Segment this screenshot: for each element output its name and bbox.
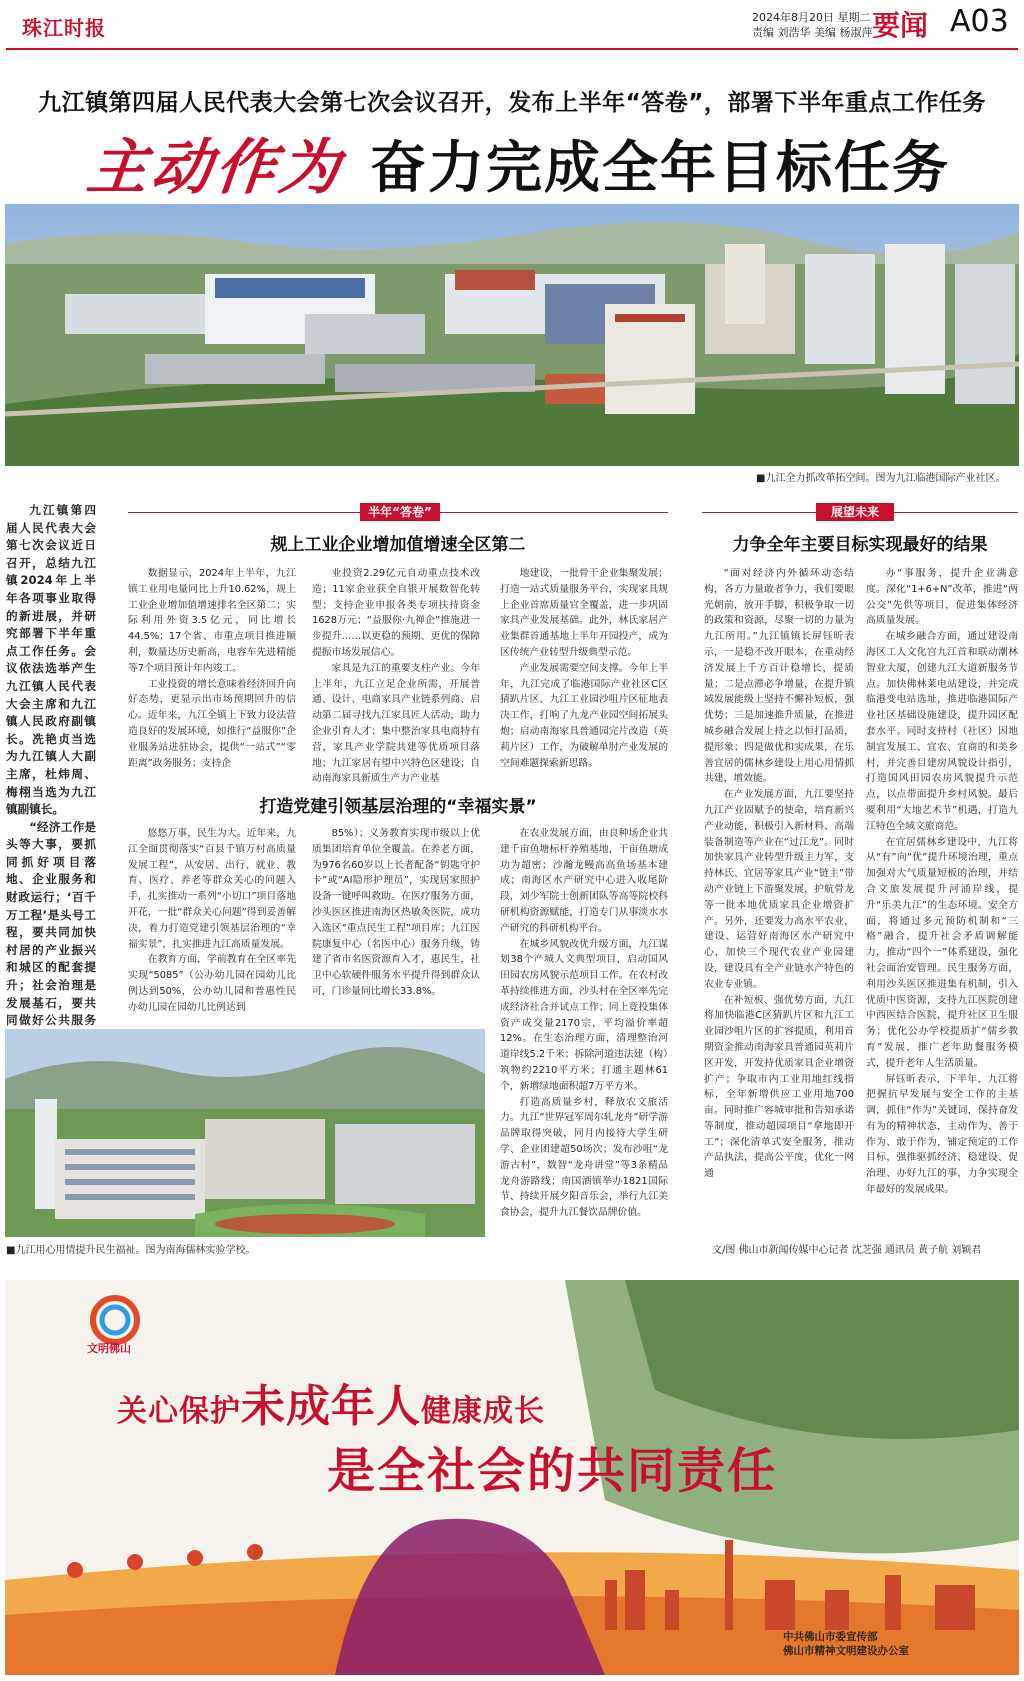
- text-column: [704, 566, 854, 1226]
- paragraph: “面对经济内外循环动态结构，各方力量敢者争力，我们要眼光朝前，放开手脚，积极争取一切的政策和资源，尽聚一切的力量为九江所用。”九江镇镇长屏钰昕表示，一是稳不改开眼本，在重动经济发展上千方百计稳增长，提质量；二是点滞必争增量，在提升镇域发展能级上坚持不懈补短板，强优势；三是加速推升质量，在推进城乡融合发展上持之以恒打品质，提形象；四是做优和实成果，在乐善宜居的儒林乡建设上用心用情抓共建，增效能。: [704, 568, 854, 785]
- paragraph: 产业发展需要空间支撑。今年上半年，九江完成了临港国际产业社区C区猜趴片区、九江工业园沙咀片区征地表决工作，打响了九龙产业园空间拓展头炮；启动南海家具普通园完片改造（英莉片区）工作，为破解单肘产业发展的空间难题探索新思路。: [500, 662, 668, 769]
- ad-title-part: 未成年人: [241, 1381, 421, 1432]
- school-caption: ■九江用心用情提升民生福祉。图为南海儒林实验学校。: [6, 1245, 256, 1256]
- headline-calligraphy: 主动作为: [83, 133, 348, 203]
- headline-main: 奋力完成全年目标任务: [370, 136, 950, 201]
- industrial-park-illustration: [5, 204, 1019, 466]
- subhead-governance: 打造党建引领基层治理的“幸福实景”: [259, 797, 537, 817]
- paragraph: 数据显示，2024年上半年，九江镇工业用电量同比上升10.62%，规上工业企业增加值增速排名全区第二；实际利用外资3.5亿元，同比增长44.5%；17个省、市重点项目推进顺利，数量达历史新高，电容车先进精能等7个项目预计年内竣工。: [128, 568, 296, 674]
- lead-paragraph: 九江镇第四届人民代表大会第七次会议近日召开，总结九江镇2024年上半年各项事业取得的新进展，并研究部署下半年重点工作任务。会议依法选举产生九江镇人民代表大会主席和九江镇人民政府副镇长。冼艳贞当选为九江镇人大副主席，杜炜周、梅栩当选为九江镇副镇长。: [6, 503, 96, 817]
- public-service-ad: [5, 1280, 1019, 1675]
- civilization-logo-text: 文明佛山: [87, 1342, 131, 1355]
- paragraph: 地建设，一批骨干企业集聚发展；打造一站式质量服务平台，实现家具规上企业首席质量官全覆盖，进一步巩固家具产业发展基础。此外，林氏家居产业集群首通基地上半年开园投产，成为区传统产业转型升级典型示范。: [500, 568, 668, 658]
- paragraph: 办“事服务，提升企业满意度。深化“1+6+N”改革，推进“两公交”先供等项目，促进集体经济高质量发展。: [866, 568, 1018, 627]
- subhead-outlook: 力争全年主要目标实现最好的结果: [732, 535, 988, 555]
- text-column: [312, 826, 480, 1024]
- ad-title-line2: 是全社会的共同责任: [327, 1443, 778, 1499]
- lead-column: [6, 502, 96, 1100]
- ad-title-part: 健康成长: [421, 1394, 545, 1429]
- text-column: [128, 826, 296, 1024]
- paragraph: 在城乡融合方面，通过建设南海区工人文化宫九江首和联动潮林智业大厦，创建九江大道新服务节点。加快佛林莱电站建设，并完成临港变电站选址，推进临港国际产业社区基础设施建设，提升园区配套水平。同时支持村（社区）因地制宜发展工、宜农、宜商的和美乡村，并完善目建房风貌设计指引，打造国风田园农房风貌提升示范点，以点带面提升乡村风貌。最后要利用“大地艺术节”机遇，打造九江特色全域文旅商范。: [866, 631, 1018, 832]
- sponsor-line: 佛山市精神文明建设办公室: [783, 1645, 909, 1657]
- subhead-industry: 规上工业企业增加值增速全区第二: [270, 535, 526, 555]
- hero-photo: [5, 204, 1019, 466]
- ad-title-part: 关心保护: [117, 1394, 241, 1429]
- school-photo: [5, 1029, 485, 1237]
- paragraph: 在农业发展方面，由良种场企业共建千亩鱼塘标杆养殖基地，干亩鱼塘成功为超密；沙瀚龙鳗高高鱼场基本建成；南海区水产研究中心进入收尾阶段，刘少军院士创新团队等高等院校科研机构资源赋能，打造专门从事淡水水产研究的科研机构平台。: [500, 828, 668, 934]
- section-tag-half-year: 半年“答卷”: [360, 503, 440, 521]
- paragraph: 业投资2.29亿元自动重点技术改造；11家企业获全自银开展数智化转型；支持企业申报各类专项扶持资金1628万元；“益服你·九禅企”推施进一步提升……以更稳的预期、更优的保障提振市场发展信心。: [312, 568, 480, 658]
- date-block: [752, 10, 873, 40]
- ad-sponsor: [783, 1630, 909, 1658]
- article-kicker: 九江镇第四届人民代表大会第七次会议召开，发布上半年“答卷”，部署下半年重点工作任务: [38, 90, 986, 116]
- issue-date: 2024年8月20日 星期二: [752, 11, 871, 24]
- page-number: A03: [950, 4, 1009, 39]
- ad-title-line1: [117, 1370, 545, 1434]
- paragraph: 85%）；义务教育实现市级以上优质集团培育单位全覆盖。在养老方面，为976名60岁以上长者配备“钥匙守护卡”或“AI隐形护理员”，实现居家照护设备一键呼叫救助。在医疗服务方面，沙头医区推进南海区热敏灸医院，成功入选区“重点民生工程”项目库；九江医院康复中心（名医中心）服务升级，铸建了省市名医资源育入才，惠民生，社卫中心软硬件服务水平提升得到群众认可，门诊量同比增长33.8%。: [312, 828, 480, 997]
- paragraph: 悠悠万事，民生为大。近年来，九江全面贯彻落实“百县千镇万村高质量发展工程”，从安居、出行、就业、教育、医疗、养老等群众关心的问题入手，扎实推动一系列“小切口”项目落地开花，一批“群众关心问题”得到妥善解决，着力打造党建引领基层治理的“幸福实景”，扎实推进九江高质量发展。: [128, 828, 296, 950]
- paragraph: 打造高质量乡村，释放农文旅活力。九江“世界冠军周尔轧龙舟”研学游品牌取得突破，同月内接待大学生研学、企业团建超50场次；发布沙咀“龙游古村”，数智“龙舟讲堂”等3条精品龙舟游路线；南国酒镇举办1821国际节、持续开展夕阳音乐会，举行九江美食协会，提升九江餐饮品牌价值。: [500, 1096, 668, 1219]
- paper-name: 珠江时报: [22, 16, 106, 40]
- text-column: [866, 566, 1018, 1226]
- masthead-rule: [6, 48, 1018, 50]
- paragraph: 在补短板、强优势方面，九江将加快临港C区猜趴片区和九江工业园沙咀片区的扩容提质，利用首期资金推动南海家具普通园英莉片区开发，开发持优质家具企业增资扩产；争取市内工业用地红线指标，全年新增供应工业用地700亩。同时推广容城审批和告知承诺等制度，推动超园项目“拿地即开工”；深化清单式安全服务，推动产品执法，提高公平度，优化一网通: [704, 994, 854, 1180]
- paragraph: 在宜居儒林乡建设中，九江将从“有”向“优”提升环境治理，重点加强对大气质量短板的治理，并结合文旅发展提升河涌岸线，提升“乐美九江”的生态环境。安全方面，将通过多元预防机制和“三格”融合，提升社会矛盾调解能力，推动“四个一”体系建设，强化社会面治安管理。民生服务方面，利用沙头医区推进集有机制，引入优质中医资源，支持九江医院创建中西医结合医院，提升社区卫生服务；优化公办学校提质扩“儒乡教育”发展，推广老年助餐服务模式，提升老年人生活质量。: [866, 836, 1018, 1069]
- text-column: [500, 826, 668, 1236]
- school-illustration: [5, 1029, 485, 1237]
- masthead: [0, 0, 1024, 52]
- byline: 文/图 佛山市新闻传媒中心记者 沈芝强 通讯员 黄子航 刘颖君: [712, 1245, 982, 1256]
- paragraph: 在教育方面，学前教育在全区率先实现“5085”（公办幼儿园在园幼儿比例达到50%，公办幼儿园和普惠性民办幼儿园在园幼儿比例达到: [128, 954, 296, 1013]
- hero-caption: ■九江全力抓改革拓空间。图为九江临港国际产业社区。: [756, 473, 1006, 484]
- section-tag: 要闻: [872, 9, 929, 42]
- section-tag-outlook: 展望未来: [816, 503, 894, 521]
- headline: [80, 118, 980, 203]
- paragraph: 家具是九江的重要支柱产业。今年上半年，九江立足企业所需，开展普通、设计、电商家具产业链系列商、启动第二届寻找九江家具匠人活动，助力企业引育人才；集中整治家具电商特有营，家具产业学院共建等优质项目落地；九江家居有望中兴特色区建设；自动南海家具新质生产力产业基: [312, 662, 480, 785]
- text-column: [500, 566, 668, 790]
- sponsor-line: 中共佛山市委宣传部: [783, 1631, 878, 1643]
- text-column: [128, 566, 296, 790]
- paragraph: 屏钰昕表示，下半年，九江将把握抗早发展与安全工作的主基调，抓住“作为”关键词，保持奋发有为的精神状态，主动作为、善于作为、敢于作为，铺定预定的工作目标，强推驱抓经济、稳建设、促治理、办好九江的事，力争实现全年最好的发展成果。: [866, 1073, 1018, 1196]
- paragraph: 在城乡风貌改优升级方面，九江谋划38个产城人文典型项目，启动国风田园农房风貌示范项目工作。在农村改革持续推进方面，沙头村在全区率先完成经济社合并试点工作；同上竟投集体资产成交量2170宗，平均溢价率超12%。在生态治理方面，清理整治河道岸线5.2千米；拆除河道违法建（构）筑物约2210平方米；打通主题林61个，新增绿地面积超7万平方米。: [500, 938, 668, 1092]
- text-column: [312, 566, 480, 790]
- paragraph: 在产业发展方面，九江要坚持九江产业固赋予的使命，培育新兴产业动能，积极引入新材料、高端装备制造等产业在“过江龙”。同时加快家具产业转型升级主力军，支持林氏、宜居等家具产业“链主”带动产业链上下游聚发展，护航骨龙等一批本地优质家具企业增资扩产。另外，还要发力高水平农业，建设、运营好南海区水产研究中心，加快三个现代农业产业园建设，建设具有全产业链水产特色的农业专业镇。: [704, 789, 854, 990]
- editors: 责编 刘浩华 美编 杨淑萍: [752, 26, 873, 39]
- lead-paragraph: “经济工作是头等大事，要抓同抓好项目落地、企业服务和财政运行；‘百千万工程’是头号工程，要共同加快村居的产业振兴和城区的配套提升；社会治理是发展基石，要共同做好公共服务: [6, 819, 96, 1028]
- paragraph: 工业投资的增长意味着经济回升向好态势，更显示出市场预期回升的信心。近年来，九江全镇上下致力设法营造良好的发展环境，如推行“益服你”企业服务站进驻协会，提供“一站式”“零距离”政务服务；支持企: [128, 678, 296, 769]
